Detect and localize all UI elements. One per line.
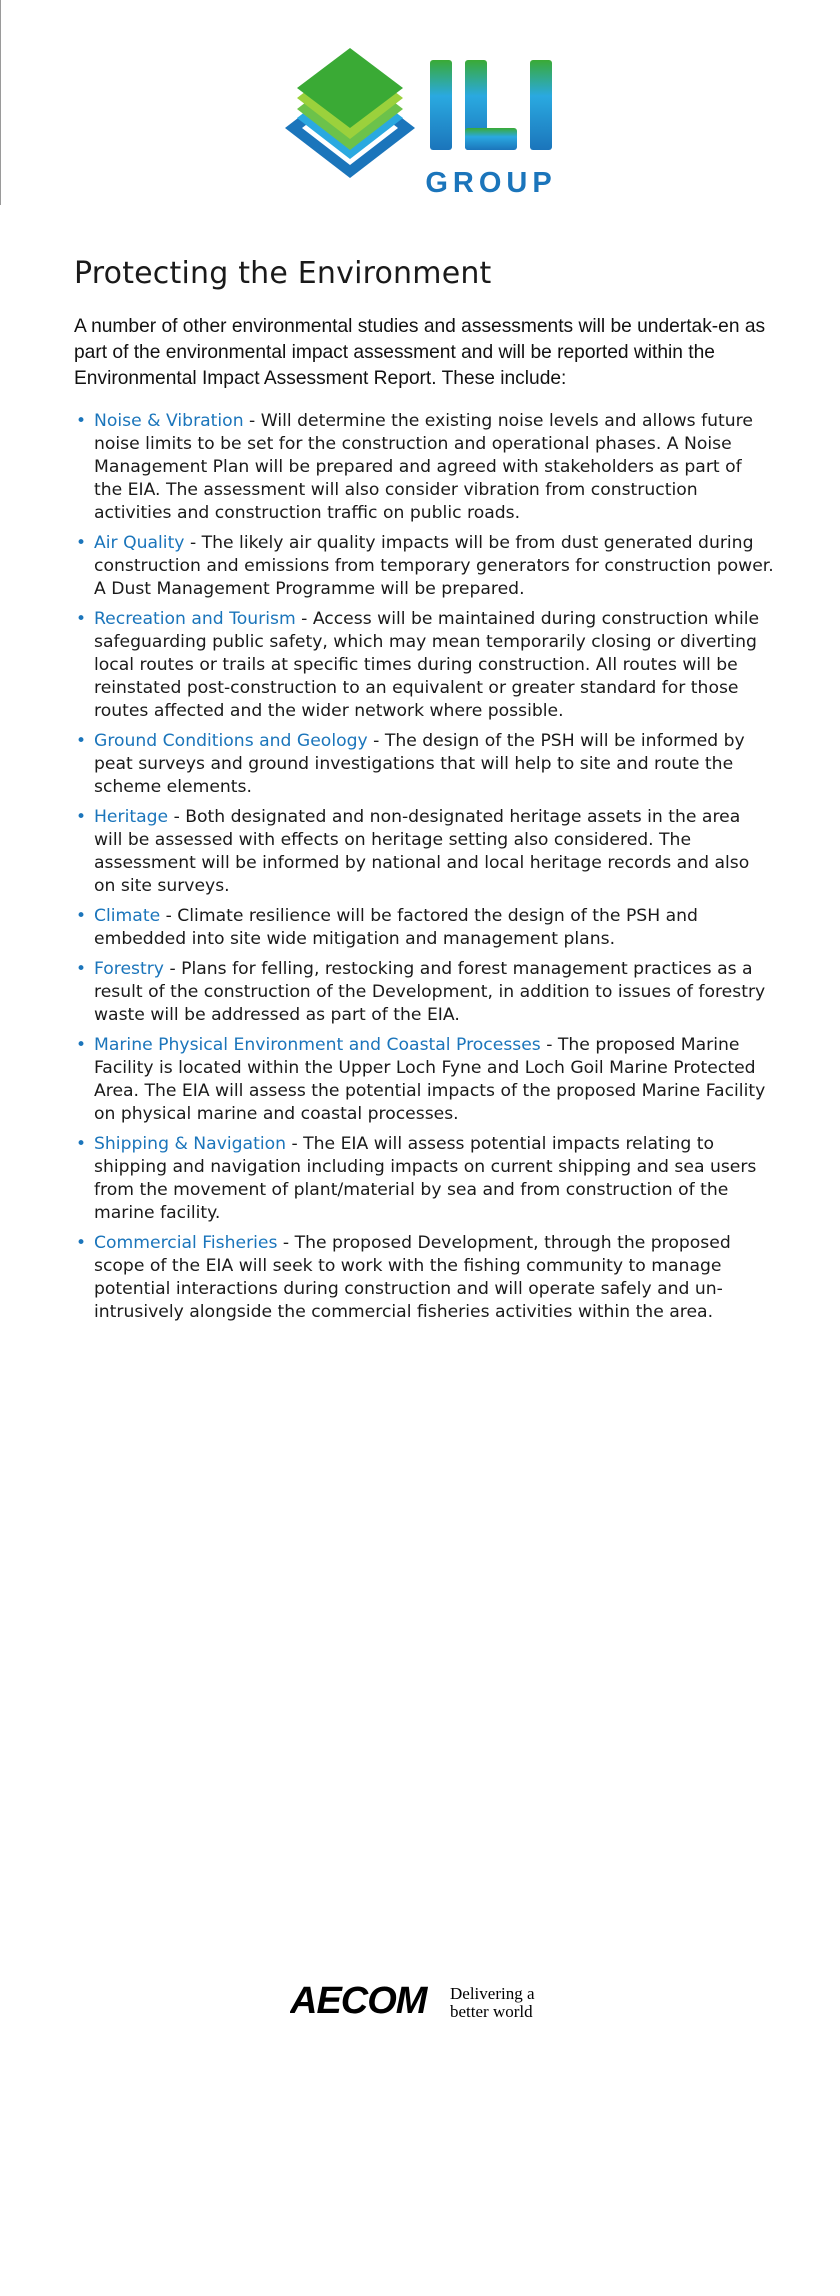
aecom-wordmark: AECOM: [290, 1980, 427, 2022]
item-text: - Access will be maintained during construction while safeguarding public safety, which may mean temporarily closing or diverting local routes or trails at specific times during construction. All routes will be reinstated post-construction to an equivalent or greater standard for those routes affected and the wider network where possible.: [94, 609, 760, 721]
item-title: Heritage: [94, 807, 169, 827]
aecom-tagline-line2: better world: [450, 2002, 533, 2021]
bullet-dot: •: [76, 411, 87, 431]
page-edge-rule: [0, 0, 1, 205]
aecom-logo: [290, 1975, 560, 2025]
bullet-dot: •: [76, 906, 87, 926]
item-text: - The EIA will assess potential impacts relating to shipping and navigation including impacts on current shipping and sea users from the movement of plant/material by sea and from construction of the marine facility.: [94, 1134, 757, 1223]
item-text: - Plans for felling, restocking and forest management practices as a result of the construction of the Development, in addition to issues of forestry waste will be addressed as part of the EIA.: [94, 959, 766, 1025]
aecom-tagline-line1: Delivering a: [450, 1984, 535, 2003]
item-title: Recreation and Tourism: [94, 609, 296, 629]
ili-group-logo: [275, 48, 565, 198]
bullet-dot: •: [76, 959, 87, 979]
aecom-logo-graphic: [290, 1975, 560, 2025]
logo-letter-l-foot: [465, 128, 517, 150]
item-title: Forestry: [94, 959, 164, 979]
item-title: Commercial Fisheries: [94, 1233, 278, 1253]
list-item-marine-physical: [74, 1034, 774, 1126]
bullet-dot: •: [76, 609, 87, 629]
item-title: Shipping & Navigation: [94, 1134, 287, 1154]
bullet-dot: •: [76, 1233, 87, 1253]
item-title: Climate: [94, 906, 161, 926]
page-title: Protecting the Environment: [74, 256, 492, 291]
item-title: Ground Conditions and Geology: [94, 731, 368, 751]
bullet-dot: •: [76, 1035, 87, 1055]
bullet-dot: •: [76, 533, 87, 553]
item-text: - Will determine the existing noise levels and allows future noise limits to be set for the construction and operational phases. A Noise Management Plan will be prepared and agreed with stakeholders as part of the EIA. The assessment will also consider vibration from construction activities and construction traffic on public roads.: [94, 411, 753, 523]
study-list: [74, 410, 774, 1331]
list-item-shipping-navigation: [74, 1133, 774, 1225]
list-item-air-quality: [74, 532, 774, 601]
ili-group-logo-graphic: [275, 48, 565, 198]
list-item-commercial-fisheries: [74, 1232, 774, 1324]
item-title: Noise & Vibration: [94, 411, 244, 431]
item-text: - The likely air quality impacts will be from dust generated during construction and emissions from temporary generators for construction power. A Dust Management Programme will be prepared.: [94, 533, 774, 599]
list-item-forestry: [74, 958, 774, 1027]
logo-group-text: GROUP: [425, 167, 557, 198]
item-title: Marine Physical Environment and Coastal Processes: [94, 1035, 541, 1055]
item-text: - The proposed Marine Facility is located within the Upper Loch Fyne and Loch Goil Marine Protected Area. The EIA will assess the potential impacts of the proposed Marine Facility on physical marine and coastal processes.: [94, 1035, 766, 1124]
item-title: Air Quality: [94, 533, 185, 553]
list-item-climate: [74, 905, 774, 951]
bullet-dot: •: [76, 731, 87, 751]
list-item-noise-vibration: [74, 410, 774, 525]
item-text: - Climate resilience will be factored the design of the PSH and embedded into site wide mitigation and management plans.: [94, 906, 698, 949]
logo-letter-i2: [530, 60, 552, 150]
item-text: - Both designated and non-designated heritage assets in the area will be assessed with effects on heritage setting also considered. The assessment will be informed by national and local heritage records and also on site surveys.: [94, 807, 750, 896]
logo-letter-i1: [430, 60, 452, 150]
bullet-dot: •: [76, 1134, 87, 1154]
bullet-dot: •: [76, 807, 87, 827]
intro-paragraph: A number of other environmental studies and assessments will be undertak-en as part of the environmental impact assessment and will be reported within the Environmental Impact Assessment Report. These include:: [74, 316, 766, 389]
item-text: - The proposed Development, through the proposed scope of the EIA will seek to work with the fishing community to manage potential interactions during construction and will operate safely and un-intrusively alongside the commercial fisheries activities within the area.: [94, 1233, 731, 1322]
list-item-ground-geology: [74, 730, 774, 799]
item-text: - The design of the PSH will be informed by peat surveys and ground investigations that will help to site and route the scheme elements.: [94, 731, 745, 797]
list-item-recreation-tourism: [74, 608, 774, 723]
list-item-heritage: [74, 806, 774, 898]
